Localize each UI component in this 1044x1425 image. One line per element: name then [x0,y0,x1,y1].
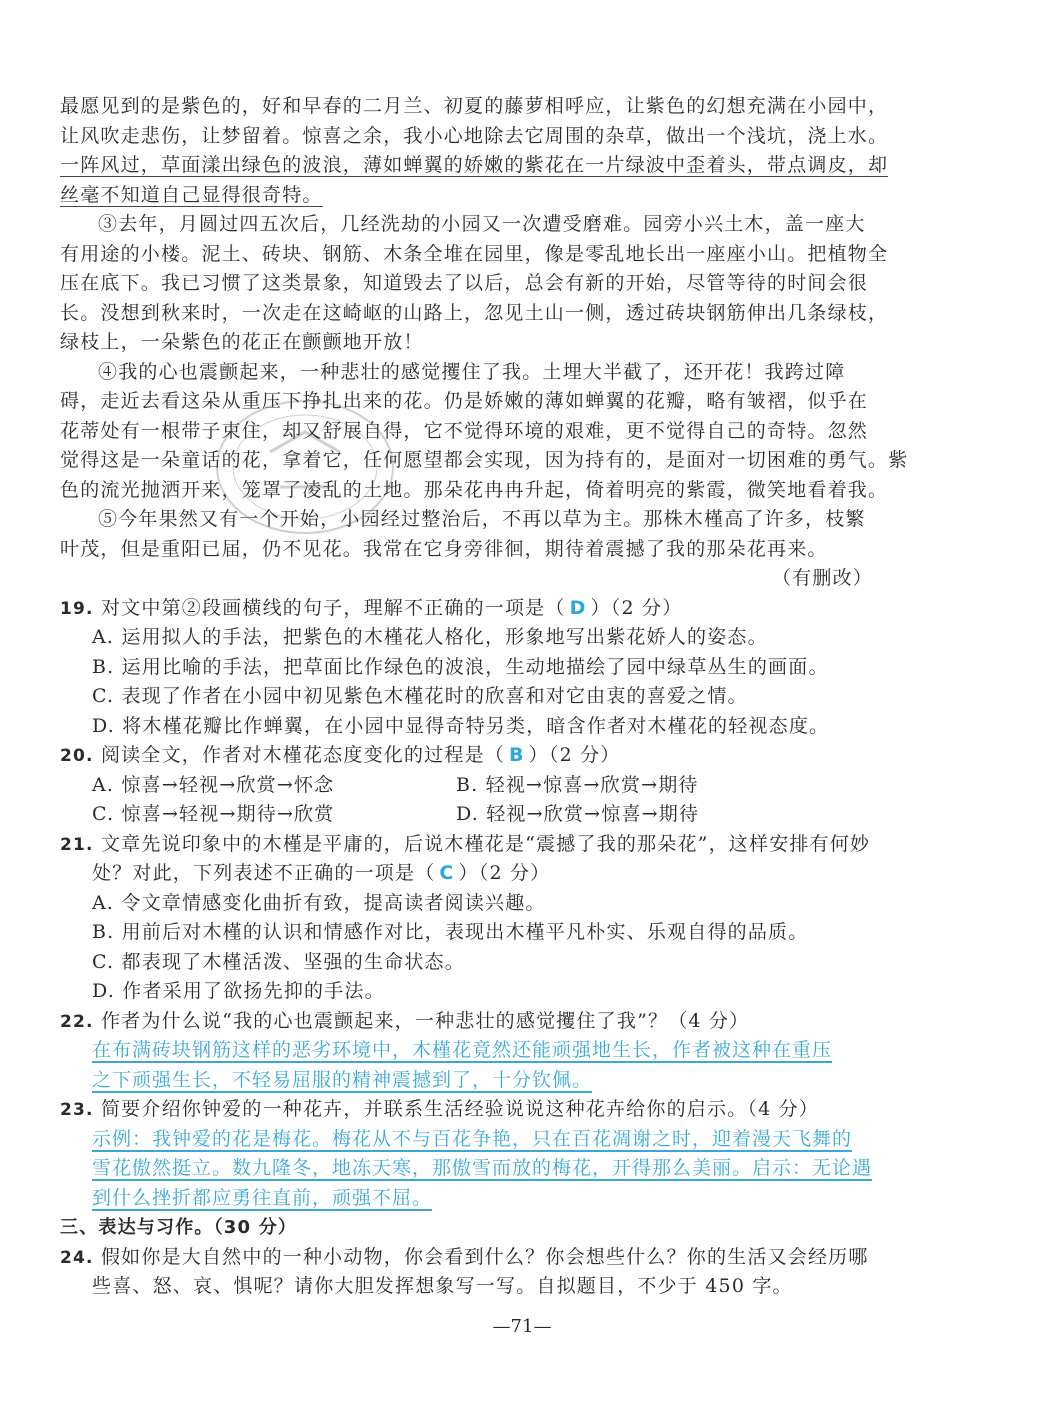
question-20-stem [60,741,875,771]
question-24-stem [60,1243,875,1273]
question-number: 24. [60,1247,94,1268]
question-number: 20. [60,746,94,766]
handwritten-answer: 到什么挫折都应勇往直前，顽强不屈。 [92,1186,433,1209]
answer-line [60,1036,875,1066]
question-score: ）（2 分） [528,744,621,766]
question-number: 19. [60,598,94,619]
answer-line [60,1125,875,1155]
question-22-stem [60,1007,875,1037]
handwritten-answer: 在布满砖块钢筋这样的恶劣环境中，木槿花竟然还能顽强地生长，作者被这种在重压 [92,1039,833,1061]
section-heading: 三、表达与习作。（30 分） [60,1217,298,1238]
question-text: 阅读全文，作者对木槿花态度变化的过程是（ [100,744,505,766]
underlined-sentence: 一阵风过，草面漾出绿色的波浪，薄如蝉翼的娇嫩的紫花在一片绿波中歪着头，带点调皮，却 [60,154,889,176]
passage-line: 压在底下。我已习惯了这类景象，知道毁去了以后，总会有新的开始，尽管等待的时间会很 [60,272,869,294]
passage-underlined-line [60,181,875,211]
question-text: 作者为什么说“我的心也震颤起来，一种悲壮的感觉攫住了我”？（4 分） [100,1009,750,1032]
passage-line: 觉得这是一朵童话的花，拿着它，任何愿望都会实现，因为持有的，是面对一切困难的勇气。紫 [60,449,909,471]
question-21-stem-cont [60,859,875,889]
option: D. 将木槿花瓣比作蝉翼，在小园中显得奇特另类，暗含作者对木槿花的轻视态度。 [92,714,830,737]
question-21-stem [60,830,875,860]
passage-line: ④我的心也震颤起来，一种悲壮的感觉攫住了我。土埋大半截了，还开花！我跨过障 [98,360,846,383]
answer-letter: B [508,744,525,766]
option: B. 运用比喻的手法，把草面比作绿色的波浪，生动地描绘了园中绿草丛生的画面。 [92,655,829,678]
page-number: —71— [492,1316,552,1337]
passage-line: 碍，走近去看这朵从重压下挣扎出来的花。仍是娇嫩的薄如蝉翼的花瓣，略有皱褶，似乎在 [60,390,869,412]
answer-line [60,1066,875,1096]
option: D. 轻视→欣赏→惊喜→期待 [456,803,700,825]
option: A. 惊喜→轻视→欣赏→怀念 [92,773,335,796]
passage-line: 叶茂，但是重阳已届，仍不见花。我常在它身旁徘徊，期待着震撼了我的那朵花再来。 [60,537,828,560]
question-text: 简要介绍你钟爱的一种花卉，并联系生活经验说说这种花卉给你的启示。（4 分） [100,1098,819,1120]
answer-letter: C [439,862,455,884]
passage-line: 色的流光抛洒开来，笼罩了凌乱的土地。那朵花冉冉升起，倚着明亮的紫霞，微笑地看着我。 [60,478,889,501]
question-text: 假如你是大自然中的一种小动物，你会看到什么？你会想些什么？你的生活又会经历哪 [100,1245,869,1268]
question-23-stem [60,1095,875,1125]
answer-line [60,1184,875,1214]
passage-line: 绿枝上，一朵紫色的花正在颤颤地开放！ [60,331,424,353]
question-text: 文章先说印象中的木槿是平庸的，后说木槿花是“震撼了我的那朵花”，这样安排有何妙 [100,832,871,855]
handwritten-answer: 之下顽强生长，不轻易屈服的精神震撼到了，十分钦佩。 [92,1068,593,1091]
passage-line: 有用途的小楼。泥土、砖块、钢筋、木条全堆在园里，像是零乱地长出一座座小山。把植物全 [60,242,889,265]
passage-line: ③去年，月圆过四五次后，几经洗劫的小园又一次遭受磨难。园旁小兴土木，盖一座大 [98,213,866,235]
question-text: 处？对此，下列表述不正确的一项是（ [92,862,436,884]
answer-letter: D [569,596,587,619]
option: B. 用前后对木槿的认识和情感作对比，表现出木槿平凡朴实、乐观自得的品质。 [92,921,809,943]
option-row [60,771,875,801]
question-score: ）（2 分） [590,596,683,619]
passage-line: 长。没想到秋来时，一次走在这崎岖的山路上，忽见土山一侧，透过砖块钢筋伸出几条绿枝， [60,301,889,324]
source-note: （有删改） [771,567,873,589]
option: A. 令文章情感变化曲折有致，提高读者阅读兴趣。 [92,891,546,914]
option: C. 都表现了木槿活泼、坚强的生命状态。 [92,950,465,973]
passage-line: ⑤今年果然又有一个开始，小园经过整治后，不再以草为主。那株木槿高了许多，枝繁 [98,508,866,530]
underlined-sentence: 丝毫不知道自己显得很奇特。 [60,183,323,206]
passage-underlined-line [60,151,889,181]
question-number: 22. [60,1011,94,1032]
handwritten-answer: 雪花傲然挺立。数九隆冬，地冻天寒，那傲雪而放的梅花，开得那么美丽。启示：无论遇 [92,1157,873,1179]
exam-page [60,92,909,1302]
question-19-stem [60,594,875,624]
option: C. 惊喜→轻视→期待→欣赏 [92,803,335,825]
option: B. 轻视→惊喜→欣赏→期待 [456,773,699,796]
passage-line: 花蒂处有一根带子束住，却又舒展自得，它不觉得环境的艰难，更不觉得自己的奇特。忽然 [60,419,869,442]
question-score: ）（2 分） [458,862,551,884]
passage-line: 最愿见到的是紫色的，好和早春的二月兰、初夏的藤萝相呼应，让紫色的幻想充满在小园中， [60,95,889,117]
answer-line [60,1154,875,1184]
option: D. 作者采用了欲扬先抑的手法。 [92,980,385,1002]
question-text: 些喜、怒、哀、惧呢？请你大胆发挥想象写一写。自拟题目，不少于 450 字。 [92,1275,793,1297]
question-text: 对文中第②段画横线的句子，理解不正确的一项是（ [100,596,566,619]
question-number: 23. [60,1100,94,1120]
passage-line: 让风吹走悲伤，让梦留着。惊喜之余，我小心地除去它周围的杂草，做出一个浅坑，浇上水。 [60,124,889,147]
option: A. 运用拟人的手法，把紫色的木槿花人格化，形象地写出紫花娇人的姿态。 [92,626,768,648]
question-number: 21. [60,834,94,855]
option-row [60,800,875,830]
option: C. 表现了作者在小园中初见紫色木槿花时的欣喜和对它由衷的喜爱之情。 [92,685,748,707]
handwritten-answer: 示例：我钟爱的花是梅花。梅花从不与百花争艳，只在百花凋谢之时，迎着漫天飞舞的 [92,1127,853,1150]
